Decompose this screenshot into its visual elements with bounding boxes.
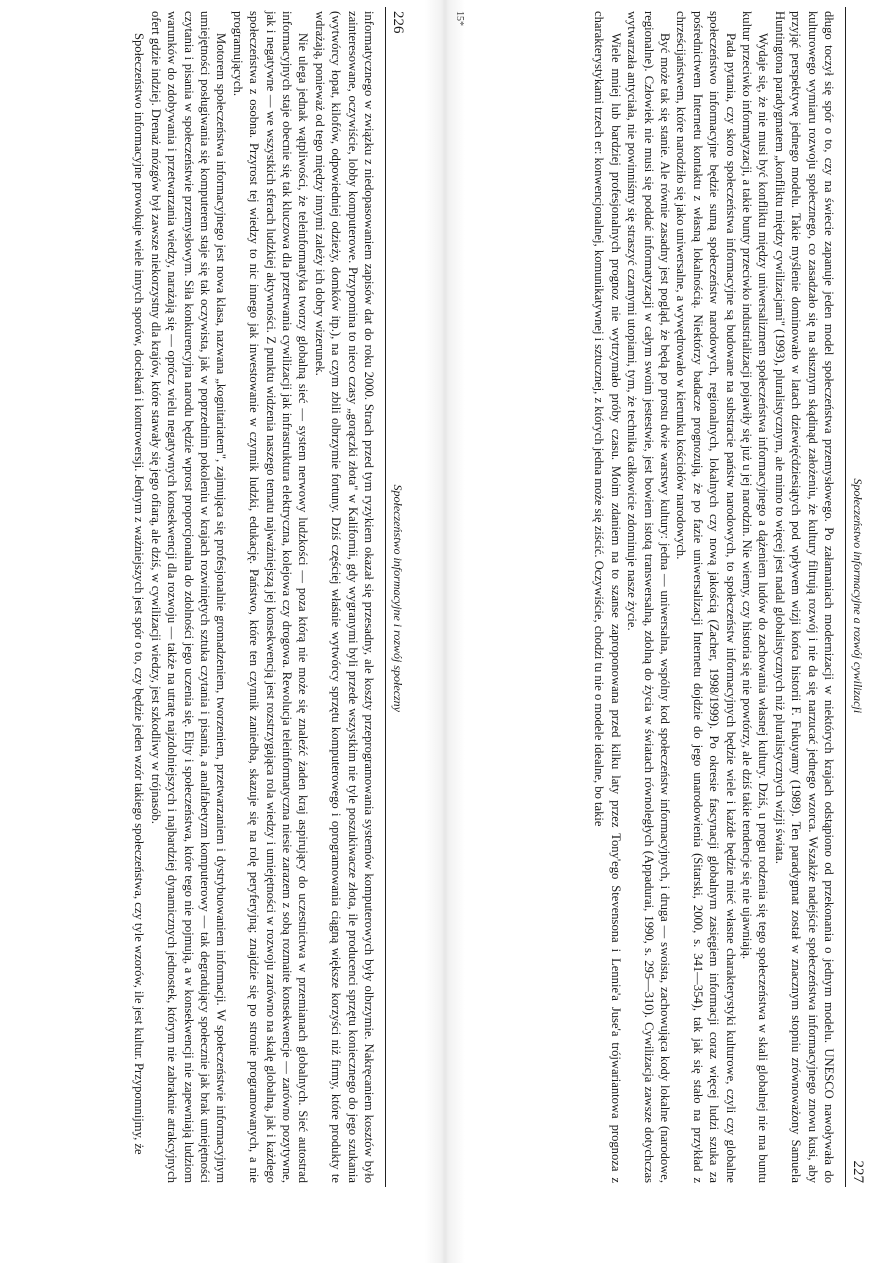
running-head-title: Społeczeństwo informacyjne i rozwój społeczny	[391, 484, 405, 713]
paragraph: Nie ulega jednak wątpliwości, że teleinformatyka tworzy globalną sieć — system nerwowy ludzkości — poza którą nie może się znaleźć żaden kraj aspirujący do uczestnictwa w przemianach globalnych. Sieć autostrad informacyjnych staje obecnie się tak kluczowa dla przetrwania cywilizacji jak infrastruktura elektryczna, kolejowa czy drogowa. Rewolucja teleinformatyczna niesie zarazem z sobą rozmaite konsekwencje — zarówno pozytywne, jak i negatywne — we wszystkich sferach ludzkiej aktywności. Z punktu widzenia naszego tematu najważniejszą jej konsekwencją jest rozstrzygająca rola wiedzy i umiejętności w rozwoju zarówno na skalę globalną, jak i każdego społeczeństwa z osobna. Przyrost tej wiedzy to nic innego jak inwestowanie w czynnik ludzki, edukację. Państwo, które ten czynnik zaniedba, skazuje się na rolę peryferyjną; znajdzie się po stronie programowanych, a nie programujących.	[230, 11, 311, 1183]
page-number: 226	[390, 11, 406, 34]
signature-mark: 15*	[454, 11, 465, 26]
paragraph: Społeczeństwo informacyjne prowokuje wiele innych sporów, dociekań i kontrowersji. Jednym z ważniejszych jest spór o to, czy będzie jeden wzór takiego społeczeństwa, czy tyle wzorów, ile jest kultur. Przypomnijmy, że	[132, 33, 147, 1155]
paragraph: Wiele mniej lub bardziej profesjonalnych prognoz nie wytrzymało próby czasu. Moim zdaniem na to szanse zaproponowana przed kilku laty przez Tony'ego Stevensona i Lennie'a Juse'a trójwariantowa prognoza z charakterystykami trzech er: konwencjonalnej, komunikatywnej i sztucznej, z których jedna może się ziścić. Oczywiście, chodzi tu nie o modele idealne, bo takie	[592, 11, 623, 1183]
paragraph: Pada pytania, czy skoro społeczeństwa informacyjne są budowane na substracie państw narodowych, to społeczeństw informacyjnych będzie wiele i każde będzie mieć własne charakterystyki kulturowe, czyli czy globalne społeczeństwo informacyjne będzie sumą społeczeństw narodowych, regionalnych, lokalnych czy nową jakością (Zacher, 1998/1999). Po okresie fascynacji globalnym zasięgiem informacji coraz więcej ludzi szuka za pośrednictwem Internetu kontaktu z własną lokalnością. Niektórzy badacze prognozują, że po fazie uniwersalizacji Internetu dojdzie do jego unarodowienia (Sitarski, 2000, s. 341—354), tak jak się stało na przykład z chrześcijaństwem, które narodziło się jako uniwersalne, a wywędrowało w kierunku kościołów narodowych.	[674, 11, 738, 1183]
page-number: 227	[850, 1160, 866, 1183]
page-227	[456, 7, 866, 1187]
page-body-227	[591, 7, 837, 1187]
paragraph: Wydaje się, że nie musi być konfliktu między uniwersalizmem społeczeństwa informacyjnego a dążeniem ludów do zachowania własnej kultury. Dziś, u progu rodzenia się tego społeczeństwa w skali globalnej nie ma buntu kultur przeciwko informatyzacji, a takie bunty przeciwko industrializacji pojawiły się już u jej narodzin. Nie wiemy, czy historia się nie powtórzy, ale dziś takie tendencje się nie ujawniają.	[739, 11, 771, 1183]
paragraph: Być może tak się stanie. Ale równie zasadny jest pogląd, że będą po prostu dwie warstwy kultury: jedna — uniwersalna, wspólny kod społeczeństw informacyjnych, i druga — swoista, zachowująca kody lokalne (narodowe, regionalne). Człowiek nie musi się poddać informatyzacji w całym swoim jestestwie, jest bowiem istotą transwersalną, zdolną do życia w światach równoległych (Appadurai, 1990, s. 295—310). Cywilizacja zawsze dotychczas wytwarzała antyciała, nie powinniśmy się straszyć czarnymi utopiami, tym, że technika całkowicie zdominuje nasze życie.	[625, 11, 672, 1183]
paragraph: Motorem społeczeństwa informacyjnego jest nowa klasa, nazwana „kognitariatem", zajmująca się profesjonalnie gromadzeniem, tworzeniem, przetwarzaniem i dystrybuowaniem informacji. W społeczeństwie informacyjnym umiejętności posługiwania się komputerem staje się tak oczywista, jak w poprzednim pokoleniu w krajach rozwiniętych sztuka czytania i pisania, a analfabetyzm komputerowy — tak degradujący społecznie jak brak umiejętności czytania i pisania w społeczeństwie przemysłowym. Siła konkurencyjna narodu będzie wprost proporcjonalna do zdolności jego uczenia się. Elity i społeczeństwa, które tego nie pojmują, a w konsekwencji nie zapewniają ludziom warunków do zdobywania i przetwarzania wiedzy, narażają się — oprócz wielu negatywnych konsekwencji dla rozwoju — także na utratę najzdolniejszych i najbardziej dynamicznych jednostek, którym nie zabraknie atrakcyjnych ofert gdzie indziej. Drenaż mózgów był zawsze niekorzystny dla krajów, które stawały się jego ofiarą, ale dziś, w cywilizacji wiedzy, jest szkodliwy w trójnasób.	[148, 11, 229, 1183]
paragraph: informatycznego w związku z niedopasowaniem zapisów dat do roku 2000. Strach przed tym ryzykiem okazał się przesadny, ale koszty przeprogramowania systemów komputerowych były olbrzymie. Nakręcaniem kosztów było zainteresowane, oczywiście, lobby komputerowe. Przypomina to nieco czasy „gorączki złota" w Kalifornii, gdy wygranymi byli przede wszystkim nie tyle poszukiwacze złota, ile producenci sprzętu koniecznego do jego szukania (wytwórcy łopat, kilofów, odpowiedniej odzieży, domków itp.), na czym zbili olbrzymie fortuny. Dziś częściej właśnie wytwórcy sprzętu komputerowego i oprogramowania ciągną większe korzyści niż firmy, które produkty te wdrażają, ponieważ od tego między innymi zależy ich dobry wizerunek.	[312, 11, 376, 1183]
paragraph: długo toczył się spór o to, czy na świecie zapanuje jeden model społeczeństwa przemysłowego. Po załamaniach modernizacji w niektórych krajach odstąpiono od przekonania o jednym modelu. UNESCO nawoływała do kulturowego wymiaru rozwoju społecznego, co zasadzało się na słusznym skądinąd założeniu, że kultury filtrują rozwój i nie da się narzucać jednego wzorca. Wszakże nadejście społeczeństwa informacyjnego znowu kusi, aby przyjąć perspektywę jednego modelu. Takie myślenie dominowało w latach dziewięćdziesiątych pod wpływem wizji końca historii F. Fukuyamy (1989). Ten paradygmat został w znacznym stopniu zrównoważony Samuela Huntingtona paradygmatem „konfliktu między cywilizacjami" (1993), pluralistycznym, ale mimo to więcej jest nadal globalistycznych niż pluralistycznych wizji świata.	[772, 11, 836, 1183]
running-head-226	[385, 7, 406, 1187]
page-body-226	[131, 7, 377, 1187]
running-head-title: Społeczeństwo informacyjne a rozwój cywilizacji	[851, 478, 865, 714]
page-226	[0, 7, 406, 1187]
running-head-227	[845, 7, 866, 1187]
